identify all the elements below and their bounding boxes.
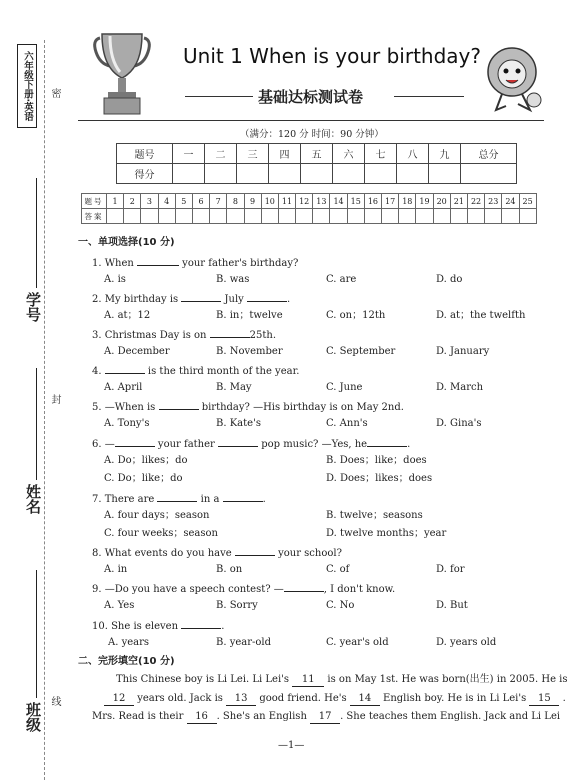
subtitle-rule-right [394, 96, 464, 97]
header-divider [78, 120, 544, 121]
option[interactable]: A. Tony's [104, 418, 150, 429]
score-cell: 三 [237, 144, 269, 164]
answer-number-cell: 7 [210, 194, 227, 209]
page-number: —1— [278, 740, 305, 751]
answer-input-cell[interactable] [124, 209, 141, 224]
score-table-row [117, 144, 517, 164]
question-4 [92, 364, 299, 378]
answer-number-cell: 3 [141, 194, 158, 209]
q-text: . [262, 494, 266, 505]
q-text: July [224, 294, 244, 305]
answer-number-cell: 16 [364, 194, 381, 209]
cloze-line-1 [116, 674, 568, 687]
question-2 [92, 292, 290, 306]
q-text: . [407, 439, 411, 450]
answer-input-cell[interactable] [364, 209, 381, 224]
option[interactable]: A. Do；likes；do [104, 455, 188, 466]
q-text: . [287, 294, 291, 305]
option[interactable]: C. four weeks；season [104, 528, 218, 539]
option[interactable]: C. June [326, 382, 363, 393]
q-text: 9. —Do you have a speech contest? — [92, 584, 284, 595]
option[interactable]: C. on；12th [326, 310, 386, 321]
answer-input-cell[interactable] [467, 209, 484, 224]
answer-blank[interactable] [223, 492, 263, 502]
question-7 [92, 492, 266, 506]
cloze-text: . She's an English [216, 711, 307, 722]
option[interactable]: B. May [216, 382, 252, 393]
score-cell: 总分 [461, 144, 517, 164]
option[interactable]: C. are [326, 274, 357, 285]
score-input-cell[interactable] [173, 164, 205, 184]
cloze-text: . She teaches them English. Jack and Li Lei [340, 711, 561, 722]
score-input-cell[interactable] [333, 164, 365, 184]
option[interactable]: A. April [104, 382, 143, 393]
student-id-label: 学号 [24, 292, 42, 322]
answer-input-cell[interactable] [347, 209, 364, 224]
score-input-cell[interactable] [237, 164, 269, 184]
option[interactable]: D. twelve months；year [326, 528, 447, 539]
score-input-cell[interactable] [461, 164, 517, 184]
answer-blank[interactable] [181, 619, 221, 629]
question-10 [92, 619, 224, 633]
seal-mark-top: 密 [49, 88, 60, 98]
subtitle-rule-left [185, 96, 253, 97]
option[interactable]: B. on [216, 564, 243, 575]
class-underline [36, 570, 37, 698]
score-cell: 九 [429, 144, 461, 164]
answer-row-label: 答案 [82, 209, 107, 224]
q-text: in a [200, 494, 220, 505]
cloze-blank[interactable]: 15 [529, 693, 559, 706]
option[interactable]: B. was [216, 274, 250, 285]
answer-number-cell: 22 [467, 194, 484, 209]
cloze-text: years old. Jack is [137, 693, 223, 704]
option[interactable]: A. is [104, 274, 126, 285]
answer-blank[interactable] [210, 328, 250, 338]
answer-number-cell: 17 [382, 194, 399, 209]
score-cell: 得分 [117, 164, 173, 184]
cloze-text: good friend. He's [259, 693, 347, 704]
q-text: 4. [92, 366, 102, 377]
cloze-blank[interactable]: 16 [187, 711, 217, 724]
option[interactable]: D. March [436, 382, 484, 393]
option[interactable]: D. for [436, 564, 465, 575]
option[interactable]: D. Gina's [436, 418, 482, 429]
cloze-blank[interactable]: 11 [292, 674, 324, 687]
name-label: 姓名 [24, 484, 42, 514]
answer-input-row [82, 209, 537, 224]
answer-number-cell: 23 [485, 194, 502, 209]
q-text: 5. —When is [92, 402, 156, 413]
answer-input-cell[interactable] [278, 209, 295, 224]
answer-input-cell[interactable] [158, 209, 175, 224]
question-8 [92, 546, 342, 560]
binding-line [44, 40, 45, 780]
option[interactable]: B. November [216, 346, 283, 357]
option[interactable]: B. Sorry [216, 600, 258, 611]
q-text: 2. My birthday is [92, 294, 179, 305]
question-5 [92, 400, 404, 414]
score-input-cell[interactable] [205, 164, 237, 184]
q-text: 1. When [92, 258, 134, 269]
answer-blank[interactable] [247, 292, 287, 302]
exam-info: （满分：120 分 时间：90 分钟） [240, 129, 384, 140]
answer-row-label: 题号 [82, 194, 107, 209]
option[interactable]: A. at；12 [104, 310, 151, 321]
score-input-cell[interactable] [397, 164, 429, 184]
q-text: birthday? —His birthday is on May 2nd. [201, 402, 404, 413]
answer-number-cell: 9 [244, 194, 261, 209]
name-underline [36, 368, 37, 480]
option[interactable]: B. Kate's [216, 418, 261, 429]
q-text: is the third month of the year. [147, 366, 300, 377]
answer-input-cell[interactable] [416, 209, 433, 224]
answer-blank[interactable] [159, 400, 199, 410]
answer-number-cell: 21 [450, 194, 467, 209]
answer-number-cell: 15 [347, 194, 364, 209]
cloze-blank[interactable]: 12 [104, 693, 134, 706]
answer-input-cell[interactable] [450, 209, 467, 224]
answer-number-cell: 25 [519, 194, 536, 209]
option[interactable]: B. year-old [216, 637, 272, 648]
option[interactable]: D. do [436, 274, 463, 285]
answer-blank[interactable] [235, 546, 275, 556]
score-cell: 一 [173, 144, 205, 164]
option[interactable]: D. But [436, 600, 468, 611]
score-table-row [117, 164, 517, 184]
answer-input-cell[interactable] [107, 209, 124, 224]
lion-mascot-icon [478, 44, 546, 114]
answer-input-cell[interactable] [296, 209, 313, 224]
q-text: your father's birthday? [182, 258, 299, 269]
option[interactable]: C. September [326, 346, 396, 357]
score-input-cell[interactable] [301, 164, 333, 184]
option[interactable]: D. Does；likes；does [326, 473, 433, 484]
trophy-icon [92, 28, 152, 120]
grade-tag: 六年级下册·英语 [17, 44, 37, 128]
q-text: , I don't know. [323, 584, 396, 595]
answer-input-cell[interactable] [382, 209, 399, 224]
option[interactable]: A. four days；season [104, 510, 210, 521]
cloze-blank[interactable]: 17 [310, 711, 340, 724]
option[interactable]: B. twelve；seasons [326, 510, 423, 521]
option[interactable]: A. December [104, 346, 170, 357]
answer-number-cell: 8 [227, 194, 244, 209]
answer-input-cell[interactable] [261, 209, 278, 224]
answer-blank[interactable] [181, 292, 221, 302]
score-cell: 八 [397, 144, 429, 164]
q-text: . [221, 621, 225, 632]
student-id-underline [36, 178, 37, 288]
answer-number-cell: 18 [399, 194, 416, 209]
q-text: your school? [278, 548, 342, 559]
score-cell: 二 [205, 144, 237, 164]
answer-input-cell[interactable] [210, 209, 227, 224]
answer-number-cell: 19 [416, 194, 433, 209]
answer-number-cell: 13 [313, 194, 330, 209]
q-text: 7. There are [92, 494, 155, 505]
option[interactable]: D. years old [436, 637, 497, 648]
answer-number-cell: 12 [296, 194, 313, 209]
option[interactable]: C. Do；like；do [104, 473, 183, 484]
score-input-cell[interactable] [429, 164, 461, 184]
answer-number-row [82, 194, 537, 209]
score-input-cell[interactable] [269, 164, 301, 184]
option[interactable]: D. at；the twelfth [436, 310, 526, 321]
answer-input-cell[interactable] [519, 209, 536, 224]
question-1 [92, 256, 298, 270]
option[interactable]: A. years [108, 637, 150, 648]
answer-number-cell: 11 [278, 194, 295, 209]
q-text: 6. — [92, 439, 115, 450]
q-text: 25th. [249, 330, 277, 341]
answer-blank[interactable] [105, 364, 145, 374]
cloze-text: This Chinese boy is Li Lei. Li Lei's [116, 674, 290, 685]
q-text: your father [157, 439, 215, 450]
answer-blank[interactable] [367, 437, 407, 447]
question-6 [92, 437, 410, 451]
score-cell: 七 [365, 144, 397, 164]
answer-number-cell: 6 [192, 194, 209, 209]
answer-number-cell: 20 [433, 194, 450, 209]
score-input-cell[interactable] [365, 164, 397, 184]
answer-number-cell: 24 [502, 194, 519, 209]
answer-blank[interactable] [157, 492, 197, 502]
answer-blank[interactable] [218, 437, 258, 447]
answer-input-cell[interactable] [244, 209, 261, 224]
cloze-text: is on May 1st. He was born(出生) in 2005. He is [327, 674, 568, 685]
score-cell: 六 [333, 144, 365, 164]
answer-number-cell: 2 [124, 194, 141, 209]
answer-input-cell[interactable] [313, 209, 330, 224]
page-title: Unit 1 When is your birthday? [183, 44, 481, 68]
class-label: 班级 [24, 702, 42, 732]
q-text: 3. Christmas Day is on [92, 330, 207, 341]
option[interactable]: B. Does；like；does [326, 455, 427, 466]
answer-input-cell[interactable] [141, 209, 158, 224]
seal-mark-mid: 封 [49, 394, 60, 404]
answer-input-cell[interactable] [175, 209, 192, 224]
score-cell: 五 [301, 144, 333, 164]
answer-input-cell[interactable] [399, 209, 416, 224]
answer-table [81, 193, 537, 224]
answer-input-cell[interactable] [330, 209, 347, 224]
answer-number-cell: 10 [261, 194, 278, 209]
option[interactable]: C. No [326, 600, 355, 611]
question-3 [92, 328, 276, 342]
answer-blank[interactable] [284, 582, 324, 592]
answer-number-cell: 4 [158, 194, 175, 209]
answer-blank[interactable] [115, 437, 155, 447]
cloze-blank[interactable]: 14 [350, 693, 380, 706]
option[interactable]: C. year's old [326, 637, 389, 648]
answer-number-cell: 5 [175, 194, 192, 209]
score-cell: 题号 [117, 144, 173, 164]
cloze-text: . [562, 693, 566, 704]
section1-title: 一、单项选择(10 分) [78, 237, 175, 248]
q-text: pop music? —Yes, he [261, 439, 368, 450]
answer-number-cell: 14 [330, 194, 347, 209]
option[interactable]: B. in；twelve [216, 310, 283, 321]
section2-title: 二、完形填空(10 分) [78, 656, 175, 667]
cloze-line-3 [92, 711, 560, 724]
score-table [116, 143, 517, 184]
cloze-text: Mrs. Read is their [92, 711, 184, 722]
page-subtitle: 基础达标测试卷 [258, 88, 364, 106]
option[interactable]: D. January [436, 346, 490, 357]
question-9 [92, 582, 395, 596]
answer-input-cell[interactable] [502, 209, 519, 224]
answer-input-cell[interactable] [192, 209, 209, 224]
option[interactable]: A. Yes [104, 600, 135, 611]
answer-number-cell: 1 [107, 194, 124, 209]
cloze-line-2 [104, 693, 566, 706]
score-cell: 四 [269, 144, 301, 164]
answer-input-cell[interactable] [227, 209, 244, 224]
option[interactable]: C. Ann's [326, 418, 368, 429]
q-text: 10. She is eleven [92, 621, 179, 632]
q-text: 8. What events do you have [92, 548, 232, 559]
answer-input-cell[interactable] [433, 209, 450, 224]
answer-blank[interactable] [137, 256, 179, 266]
answer-input-cell[interactable] [485, 209, 502, 224]
option[interactable]: A. in [104, 564, 128, 575]
cloze-text: English boy. He is in Li Lei's [383, 693, 527, 704]
seal-mark-bottom: 线 [49, 696, 60, 706]
cloze-blank[interactable]: 13 [226, 693, 256, 706]
option[interactable]: C. of [326, 564, 350, 575]
